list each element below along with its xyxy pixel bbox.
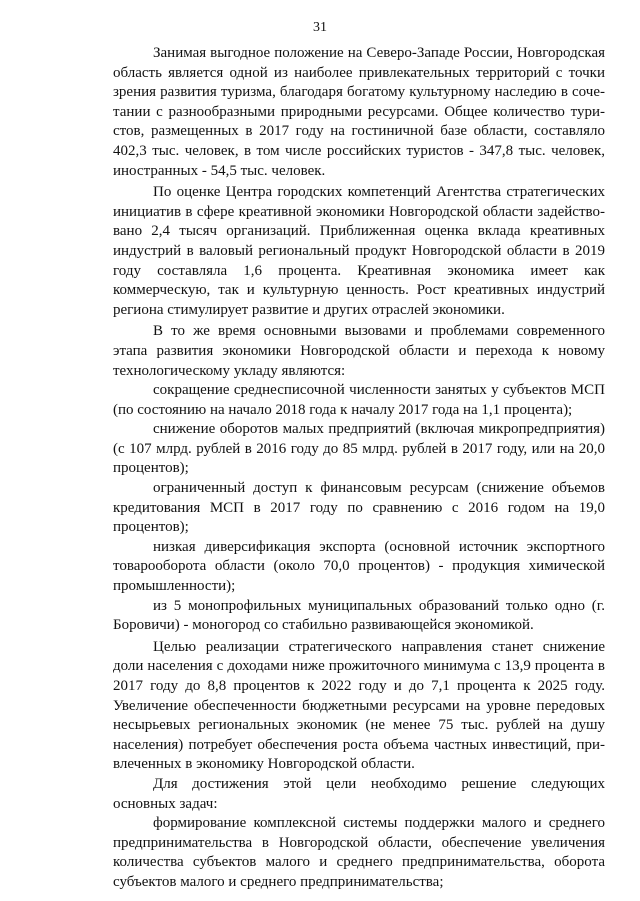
list-item-sme-support: формирование комплексной системы поддержки малого и среднего предпринимательства в Новгородской области, обеспечение увеличения количества субъектов малого и среднего предпринимательства, оборота субъектов малого и среднего предпринимательства; (113, 815, 605, 890)
paragraph-tourism: Занимая выгодное положение на Северо-Западе России, Новгородская область является одной из наиболее привлекательных территорий с точки зрения развития туризма, благодаря богатому культурному наследию в сочетании с разнообразными природными ресурсами. Общее количество туристов, размещенных в 2017 году на гостиничной базе области, составляло 402,3 тыс. человек, в том числе российских туристов - 347,8 тыс. человек, иностранных - 54,5 тыс. человек. (113, 45, 605, 179)
paragraph-challenges-intro: В то же время основными вызовами и проблемами современного этапа развития экономики Новгородской области и перехода к новому технологическому укладу являются: (113, 323, 605, 379)
page-number: 31 (313, 20, 327, 35)
document-body (113, 44, 605, 893)
list-item-export: низкая диверсификация экспорта (основной источник экспортного товарооборота области (около 70,0 процентов) - продукция химической промышленности); (113, 538, 605, 595)
paragraph-creative-economy: По оценке Центра городских компетенций Агентства стратегических инициатив в сфере креативной экономики Новгородской области задействовано 2,4 тысяч организаций. Приближенная оценка вклада креативных индустрий в валовый региональный продукт Новгородской области в 2019 году составляла 1,6 процента. Креативная экономика имеет как коммерческую, так и культурную ценность. Рост креативных индустрий региона стимулирует развитие и других отраслей экономики. (113, 184, 605, 318)
paragraph-tasks-intro: Для достижения этой цели необходимо решение следующих основных задач: (113, 775, 605, 812)
list-item-turnover: снижение оборотов малых предприятий (включая микропредприятия) (с 107 млрд. рублей в 2016 году до 85 млрд. рублей в 2017 году, или на 20,0 процентов); (113, 421, 605, 477)
list-item-employment: сокращение среднесписочной численности занятых у субъектов МСП (по состоянию на начало 2018 года к началу 2017 года на 1,1 процента); (113, 382, 605, 418)
list-item-finance-access: ограниченный доступ к финансовым ресурсам (снижение объемов кредитования МСП в 2017 году по сравнению с 2016 годом на 19,0 процентов); (113, 480, 605, 536)
list-item-monotowns: из 5 монопрофильных муниципальных образований только одно (г. Боровичи) - моногород со стабильно развивающейся экономикой. (113, 597, 605, 634)
paragraph-goal: Целью реализации стратегического направления станет снижение доли населения с доходами ниже прожиточного минимума с 13,9 процента в 2017 году до 8,8 процентов к 2022 году и до 7,1 процента к 2025 году. Увеличение обеспеченности бюджетными ресурсами на уровне передовых несырьевых региональных экономик (не менее 75 тыс. рублей на душу населения) потребует обеспечения роста объема частных инвестиций, привлеченных в экономику Новгородской области. (113, 638, 605, 773)
